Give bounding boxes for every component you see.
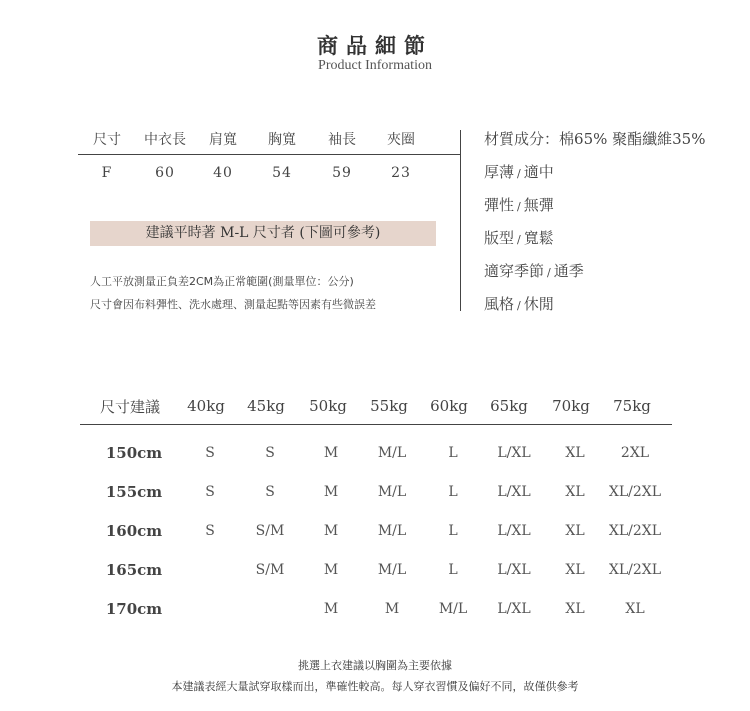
size-cell: S: [205, 522, 215, 539]
attribute-style: [484, 293, 554, 314]
attribute-label: 版型: [484, 229, 515, 247]
size-cell: M: [323, 522, 339, 539]
size-chart-header-cell: 尺寸建議: [99, 397, 160, 416]
size-cell: L/XL: [497, 444, 531, 461]
attribute-value: 休閒: [523, 295, 554, 313]
attribute-separator: /: [517, 200, 521, 213]
vertical-divider: [460, 130, 461, 311]
size-chart-header-cell: 45kg: [247, 397, 285, 415]
size-cell: XL: [565, 483, 585, 500]
measurement-cell: 40: [213, 165, 233, 181]
height-label: 170cm: [105, 599, 163, 618]
attribute-value: 棉65% 聚酯纖維35%: [559, 130, 706, 148]
attribute-separator: ：: [544, 130, 560, 148]
height-label: 150cm: [105, 443, 163, 462]
size-cell: XL: [625, 600, 645, 617]
page-subtitle: Product Information: [318, 58, 432, 73]
size-cell: L: [448, 444, 458, 461]
size-cell: XL: [565, 522, 585, 539]
size-cell: S: [265, 483, 275, 500]
measurement-header-cell: 中衣長: [144, 132, 186, 148]
size-cell: XL: [565, 561, 585, 578]
size-cell: XL/2XL: [608, 483, 662, 500]
footer-line-2: 本建議表經大量試穿取樣而出，準確性較高。每人穿衣習慣及偏好不同，故僅供參考: [171, 680, 579, 693]
page-title: 商品細節: [317, 33, 433, 58]
size-cell: S/M: [255, 561, 285, 578]
size-cell: M: [323, 483, 339, 500]
disclaimer-line-2: 尺寸會因布料彈性、洗水處理、測量起點等因素有些微誤差: [90, 298, 376, 311]
size-cell: M: [323, 444, 339, 461]
size-cell: S: [205, 483, 215, 500]
attribute-value: 適中: [523, 163, 554, 181]
attribute-label: 彈性: [484, 196, 515, 214]
measurement-cell: F: [101, 165, 113, 181]
size-chart-row: [80, 589, 672, 628]
attribute-separator: /: [517, 299, 521, 312]
size-cell: M: [384, 600, 400, 617]
measurement-cell: 54: [272, 165, 292, 181]
size-chart-header-cell: 40kg: [187, 397, 225, 415]
size-chart-row: [80, 472, 672, 511]
size-chart-header-cell: 75kg: [613, 397, 651, 415]
height-label: 165cm: [105, 560, 163, 579]
size-cell: L/XL: [497, 561, 531, 578]
size-chart-header-row: [80, 388, 672, 425]
attribute-label: 材質成分: [484, 130, 545, 148]
height-label: 155cm: [105, 482, 163, 501]
height-label: 160cm: [105, 521, 163, 540]
size-chart-header-cell: 60kg: [430, 397, 468, 415]
measurement-header-cell: 肩寬: [209, 132, 237, 148]
attribute-separator: /: [517, 233, 521, 246]
size-cell: L/XL: [497, 522, 531, 539]
footer-line-1: 挑選上衣建議以胸圍為主要依據: [298, 659, 452, 672]
recommendation-note: 建議平時著 M-L 尺寸者 (下圖可參考): [90, 221, 436, 246]
size-cell: M: [323, 561, 339, 578]
measurement-table: [78, 124, 460, 185]
size-cell: XL/2XL: [608, 522, 662, 539]
attribute-elasticity: [484, 194, 554, 215]
attribute-value: 無彈: [523, 196, 554, 214]
size-cell: L: [448, 561, 458, 578]
measurement-cell: 23: [391, 165, 411, 181]
size-cell: L: [448, 522, 458, 539]
attribute-fit: [484, 227, 554, 248]
size-cell: S: [205, 444, 215, 461]
size-cell: M/L: [377, 561, 407, 578]
size-cell: M/L: [377, 522, 407, 539]
size-chart-header-cell: 65kg: [490, 397, 528, 415]
disclaimer-line-1: 人工平放測量正負差2CM為正常範圍(測量單位：公分): [90, 275, 354, 288]
attribute-season: [484, 260, 584, 281]
measurement-cell: 59: [332, 165, 352, 181]
size-chart-header-cell: 55kg: [370, 397, 408, 415]
size-chart-header-cell: 70kg: [552, 397, 590, 415]
size-cell: M/L: [377, 483, 407, 500]
attribute-label: 風格: [484, 295, 515, 313]
size-cell: XL: [565, 600, 585, 617]
attribute-material: [484, 128, 705, 149]
attribute-value: 寬鬆: [523, 229, 554, 247]
size-cell: L: [448, 483, 458, 500]
size-chart-row: [80, 550, 672, 589]
measurement-header-cell: 胸寬: [268, 132, 296, 148]
size-cell: M/L: [377, 444, 407, 461]
measurement-row: [78, 155, 460, 185]
size-cell: M: [323, 600, 339, 617]
size-cell: L/XL: [497, 600, 531, 617]
measurement-header-cell: 袖長: [328, 132, 356, 148]
attribute-value: 通季: [553, 262, 584, 280]
attribute-label: 適穿季節: [484, 262, 545, 280]
size-chart-row: [80, 511, 672, 550]
attribute-label: 厚薄: [484, 163, 515, 181]
size-chart-header-cell: 50kg: [309, 397, 347, 415]
measurement-header-cell: 尺寸: [93, 132, 121, 148]
measurement-header-row: [78, 124, 460, 155]
measurement-cell: 60: [155, 165, 175, 181]
size-cell: S: [265, 444, 275, 461]
attribute-thickness: [484, 161, 554, 182]
attribute-separator: /: [547, 266, 551, 279]
size-cell: S/M: [255, 522, 285, 539]
size-cell: 2XL: [620, 444, 650, 461]
measurement-header-cell: 夾圈: [387, 132, 415, 148]
size-chart-row: [80, 433, 672, 472]
size-cell: M/L: [438, 600, 468, 617]
attribute-separator: /: [517, 167, 521, 180]
size-cell: XL/2XL: [608, 561, 662, 578]
size-cell: L/XL: [497, 483, 531, 500]
size-cell: XL: [565, 444, 585, 461]
size-chart: [80, 388, 672, 628]
